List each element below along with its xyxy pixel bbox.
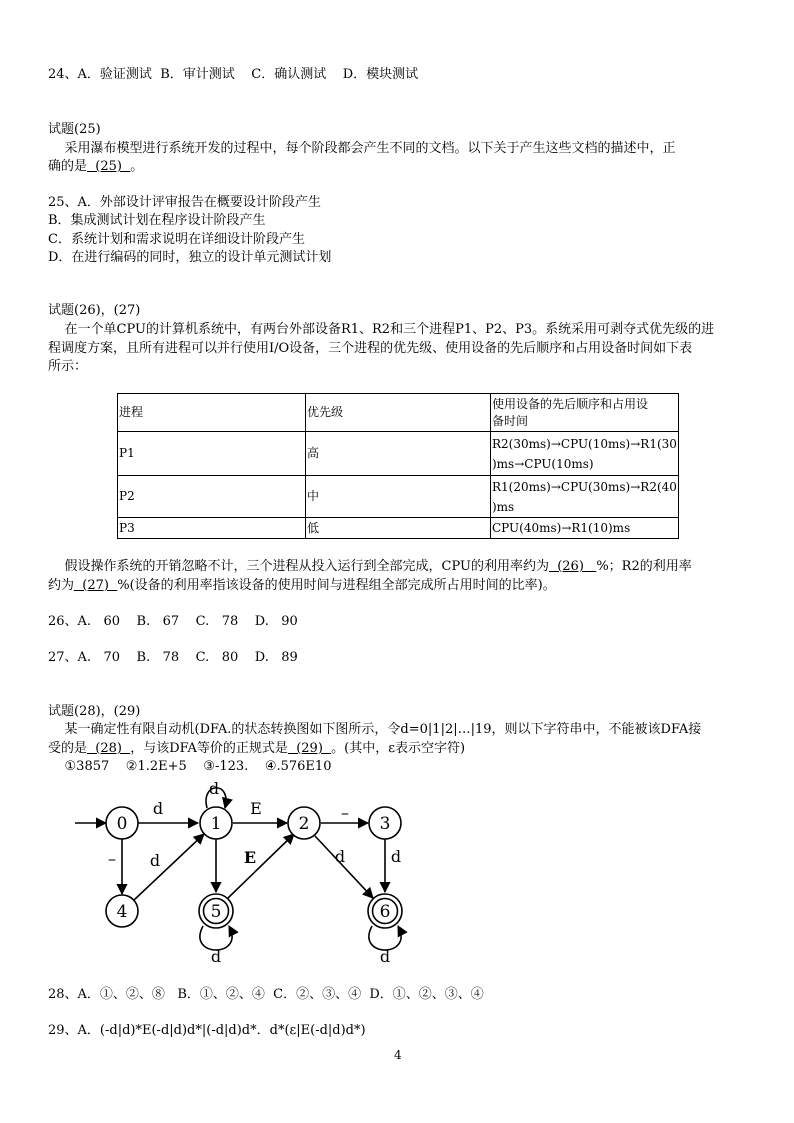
q25-option-b: B．集成测试计划在程序设计阶段产生 [48, 213, 266, 228]
edge-5-2 [228, 834, 294, 898]
q26-options: 26、A. 60 B. 67 C. 78 D. 90 [48, 614, 298, 629]
q25-stem-line2: 确的是 (25) 。 [48, 159, 144, 174]
blank-26: (26) [548, 559, 597, 574]
edge-2-6 [315, 836, 373, 898]
state-label-5: 5 [210, 902, 222, 922]
table-cell-process: P2 [118, 476, 306, 518]
edge-label-2-3: – [341, 803, 349, 822]
table-cell-process: P3 [118, 518, 306, 539]
q26-27-after-line2: 约为 (27) %(设备的利用率指该设备的使用时间与进程组全部完成所占用时间的比率)。 [48, 578, 556, 593]
q24-options: 24、A．验证测试 B．审计测试 C．确认测试 D．模块测试 [48, 67, 419, 82]
q28-29-stem-line1: 某一确定性有限自动机(DFA.的状态转换图如下图所示，令d=0|1|2|…|19，则以下字符串中，不能被该DFA接 [48, 722, 702, 737]
q26-27-stem-line3: 所示： [48, 359, 88, 374]
table-cell-process: P1 [118, 432, 306, 476]
table-cell-priority: 低 [306, 518, 491, 539]
q28-29-title: 试题(28)，(29) [48, 704, 141, 719]
page-number: 4 [394, 1048, 402, 1062]
edge-label-2-6: d [334, 847, 346, 866]
state-label-6: 6 [379, 902, 391, 922]
q25-option-a: 25、A．外部设计评审报告在概要设计阶段产生 [48, 195, 321, 210]
edge-4-1 [134, 834, 204, 900]
edge-label-4-1: d [149, 851, 161, 870]
q26-27-after-line1: 假设操作系统的开销忽略不计，三个进程从投入运行到全部完成，CPU的利用率约为 (26) %；R2的利用率 [48, 559, 692, 574]
state-label-4: 4 [116, 902, 128, 922]
q26-27-title: 试题(26)，(27) [48, 303, 141, 318]
q28-candidate-strings: ①3857 ②1.2E+5 ③-123. ④.576E10 [48, 759, 332, 774]
q25-title: 试题(25) [48, 122, 101, 137]
blank-27: (27) [74, 578, 118, 593]
blank-29: (29) [287, 741, 332, 756]
table-cell-usage: R2(30ms)→CPU(10ms)→R1(30 )ms→CPU(10ms) [491, 432, 679, 476]
edge-label-1-2: E [250, 799, 262, 818]
state-label-2: 2 [298, 814, 310, 834]
state-label-1: 1 [210, 814, 222, 834]
table-cell-priority: 高 [306, 432, 491, 476]
blank-25: (25) [87, 159, 131, 174]
table-cell-usage: CPU(40ms)→R1(10)ms [491, 518, 679, 539]
edge-label-5-5: d [210, 947, 222, 966]
q27-options: 27、A. 70 B. 78 C. 80 D. 89 [48, 650, 298, 665]
edge-label-0-1: d [152, 799, 164, 818]
q25-stem-line1: 采用瀑布模型进行系统开发的过程中，每个阶段都会产生不同的文档。以下关于产生这些文档的描述中，正 [48, 141, 676, 156]
edge-label-0-4: – [108, 849, 116, 868]
q26-27-stem-line1: 在一个单CPU的计算机系统中，有两台外部设备R1、R2和三个进程P1、P2、P3。系统采用可剥夺式优先级的进 [48, 322, 715, 337]
q25-option-d: D．在进行编码的同时，独立的设计单元测试计划 [48, 250, 332, 265]
state-label-0: 0 [116, 814, 128, 834]
edge-label-3-6: d [390, 847, 402, 866]
blank-28: (28) [87, 741, 131, 756]
table-header-usage: 使用设备的先后顺序和占用设 备时间 [491, 394, 679, 432]
table-header-priority: 优先级 [306, 394, 491, 432]
table-cell-usage: R1(20ms)→CPU(30ms)→R2(40 )ms [491, 476, 679, 518]
q28-29-stem-line2: 受的是 (28) ，与该DFA等价的正规式是 (29) 。(其中，ε表示空字符) [48, 741, 466, 756]
q26-27-stem-line2: 程调度方案，且所有进程可以并行使用I/O设备，三个进程的优先级、使用设备的先后顺序和占用设备时间如下表 [48, 341, 693, 356]
q28-options: 28、A．①、②、⑧ B．①、②、④ C．②、③、④ D．①、②、③、④ [48, 987, 484, 1002]
table-cell-priority: 中 [306, 476, 491, 518]
edge-label-5-2: E [243, 848, 257, 867]
state-label-3: 3 [379, 814, 391, 834]
q29-options: 29、A．(-d|d)*E(-d|d)d*|(-d|d)d*．d*(ε|E(-d|d)d*) [48, 1023, 366, 1038]
edge-label-6-6: d [379, 947, 391, 966]
q25-option-c: C．系统计划和需求说明在详细设计阶段产生 [48, 232, 305, 247]
edge-label-1-1: d [208, 779, 220, 798]
table-header-process: 进程 [118, 394, 306, 432]
